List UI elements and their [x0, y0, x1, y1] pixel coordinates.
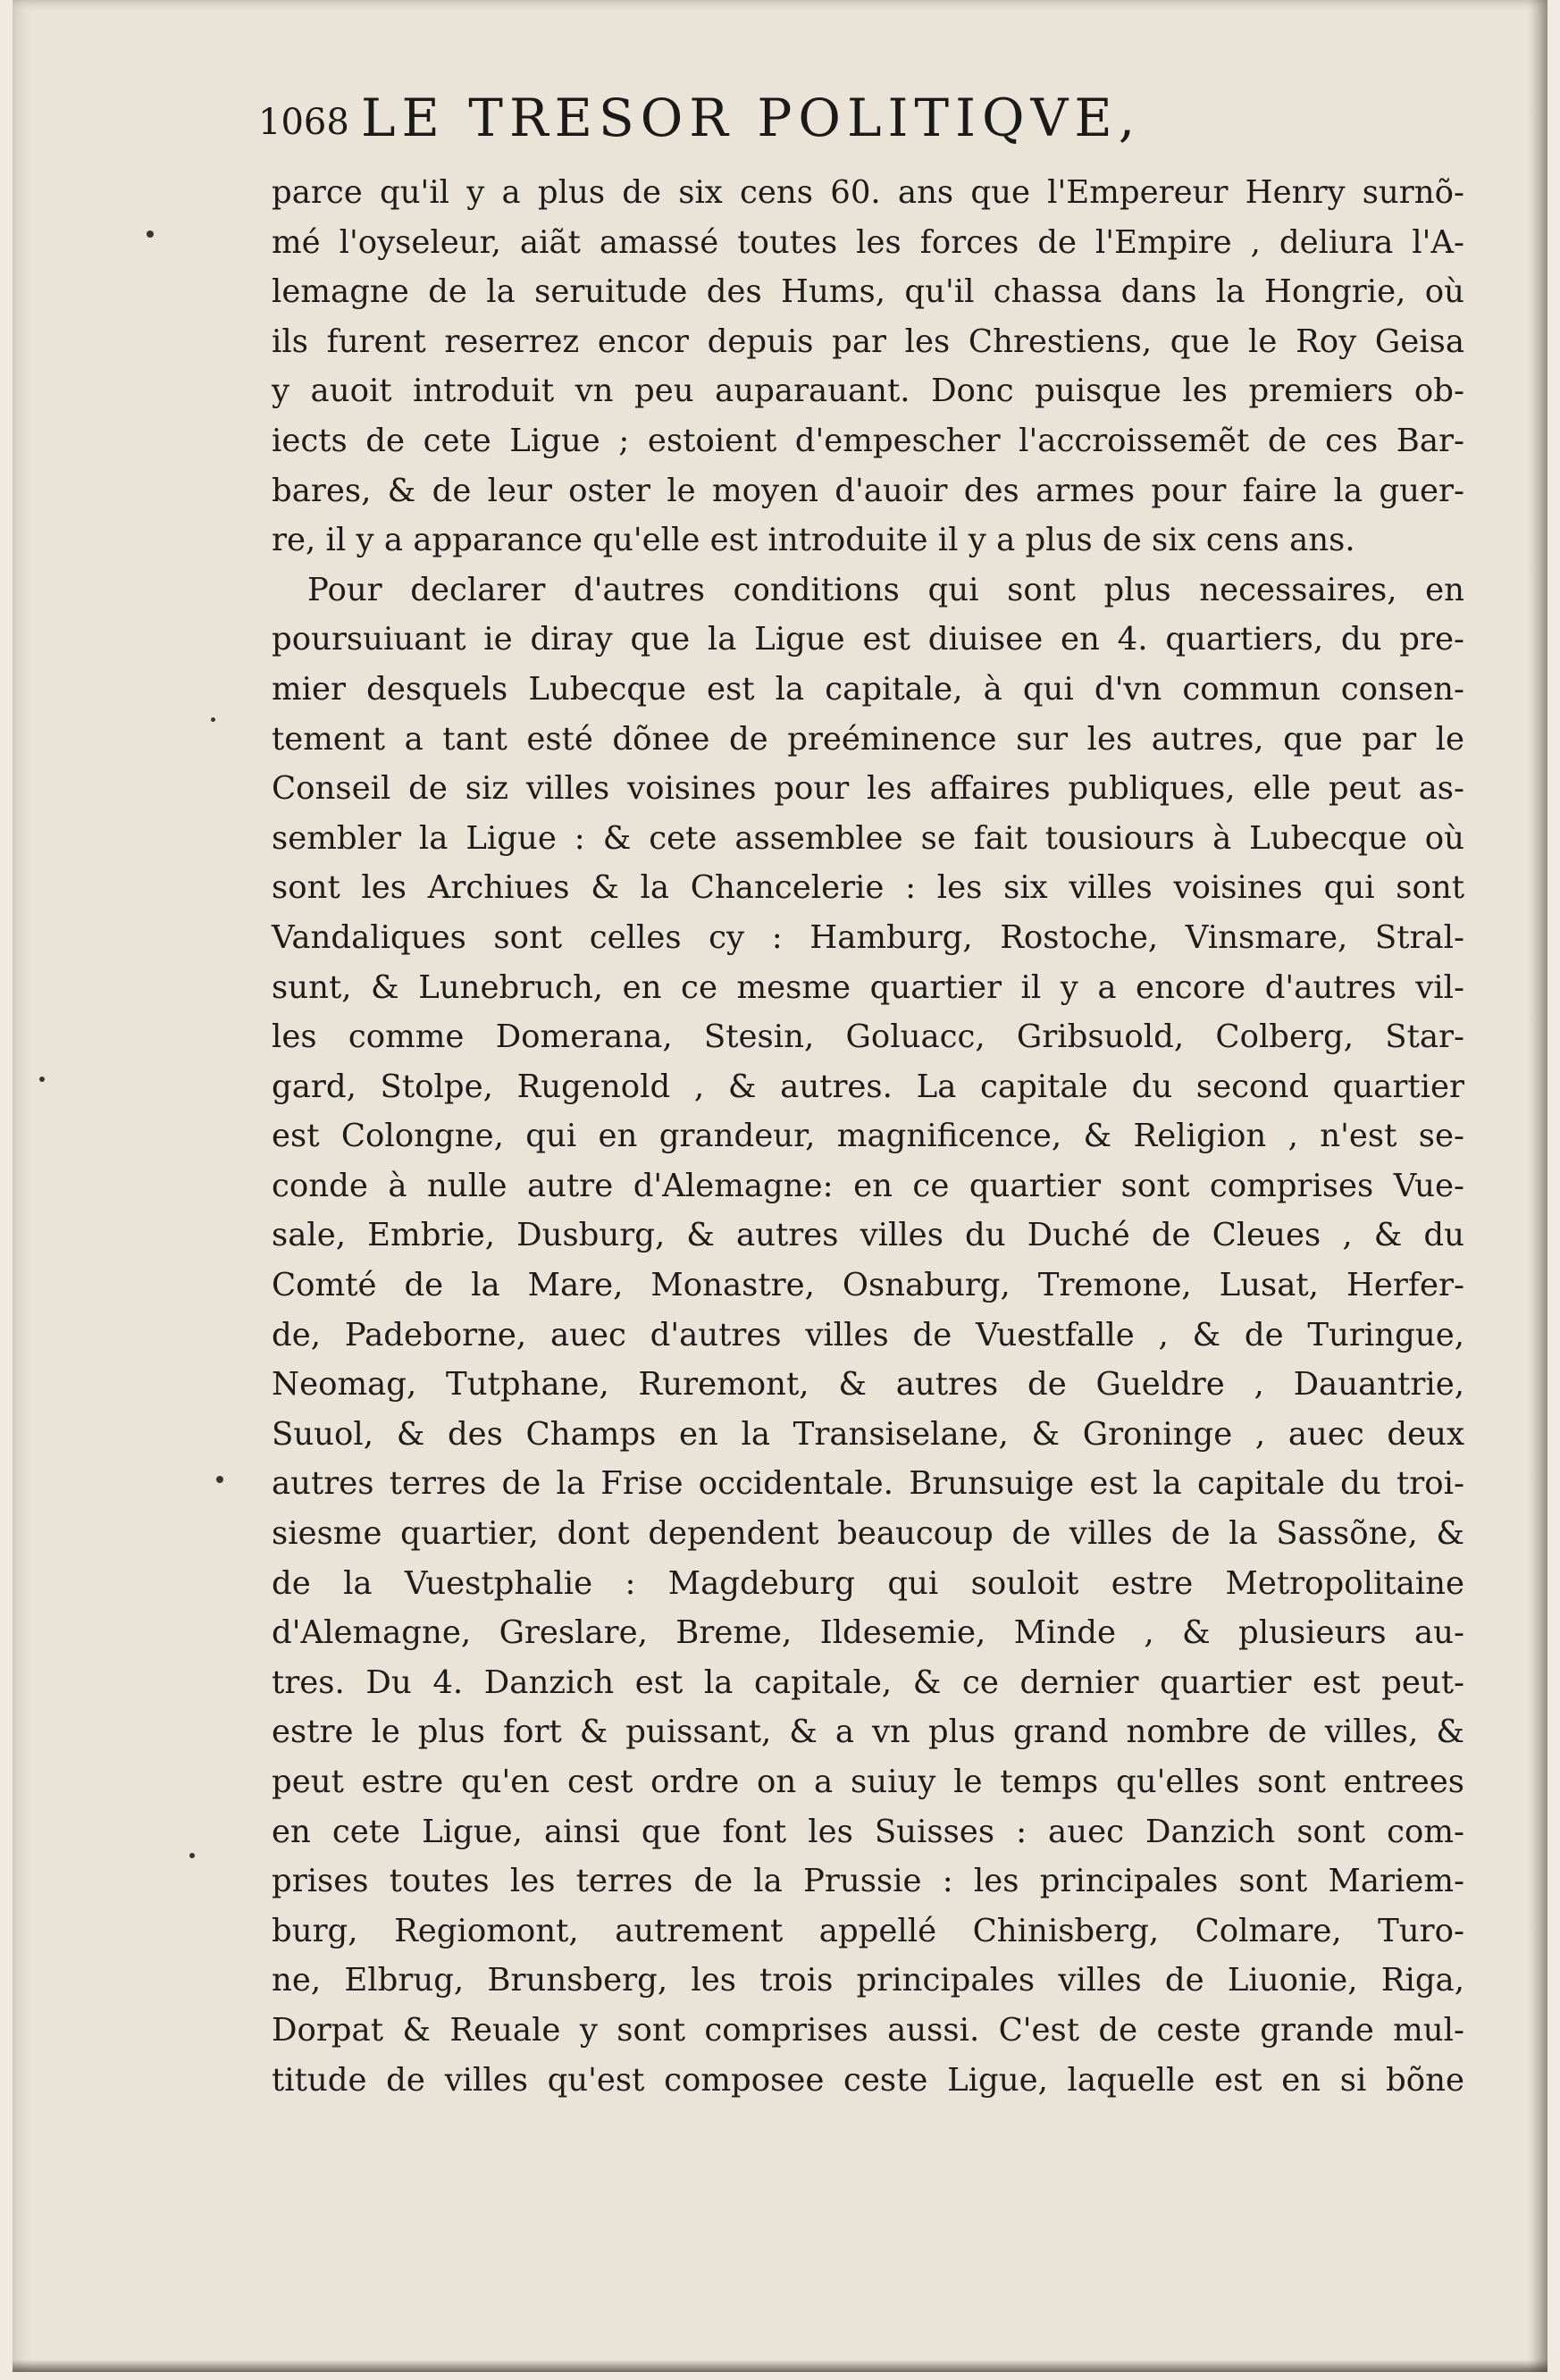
text-line: Neomag, Tutphane, Ruremont, & autres de Gueldre , Dauantrie, [272, 1366, 1464, 1404]
text-line: y auoit introduit vn peu auparauant. Donc puisque les premiers ob- [272, 373, 1464, 410]
ink-speck [189, 1853, 195, 1858]
ink-speck [147, 230, 154, 238]
text-line: re, il y a apparance qu'elle est introduite il y a plus de six cens ans. [272, 522, 1355, 559]
text-line: de la Vuestphalie : Magdeburg qui souloit estre Metropolitaine [272, 1564, 1464, 1602]
page-bottom-edge [13, 2359, 1547, 2372]
ink-speck [39, 1077, 45, 1082]
text-line: en cete Ligue, ainsi que font les Suisses : auec Danzich sont com- [272, 1813, 1464, 1850]
text-line: Conseil de siz villes voisines pour les affaires publiques, elle peut as- [272, 770, 1464, 808]
text-line: parce qu'il y a plus de six cens 60. ans que l'Empereur Henry surnõ- [272, 174, 1464, 211]
text-line: Vandaliques sont celles cy : Hamburg, Rostoche, Vinsmare, Stral- [272, 918, 1464, 956]
ink-speck [216, 1476, 223, 1483]
text-line: d'Alemagne, Greslare, Breme, Ildesemie, Minde , & plusieurs au- [272, 1614, 1464, 1652]
text-line: siesme quartier, dont dependent beaucoup de villes de la Sassõne, & [272, 1515, 1464, 1553]
text-line: iects de cete Ligue ; estoient d'empescher l'accroissemẽt de ces Bar- [272, 422, 1464, 459]
text-line: est Colongne, qui en grandeur, magnificence, & Religion , n'est se- [272, 1118, 1464, 1155]
text-line: sont les Archiues & la Chancelerie : les six villes voisines qui sont [272, 869, 1464, 907]
running-head: LE TRESOR POLITIQVE, [361, 88, 1142, 148]
gutter-shadow [1528, 0, 1547, 2372]
text-line: burg, Regiomont, autrement appellé Chinisberg, Colmare, Turo- [272, 1912, 1464, 1949]
page-number: 1068 [258, 102, 349, 143]
text-line: conde à nulle autre d'Alemagne: en ce quartier sont comprises Vue- [272, 1167, 1464, 1204]
text-line: mier desquels Lubecque est la capitale, à qui d'vn commun consen- [272, 670, 1464, 708]
text-line: Dorpat & Reuale y sont comprises aussi. C'est de ceste grande mul- [272, 2011, 1464, 2049]
text-line: ne, Elbrug, Brunsberg, les trois principales villes de Liuonie, Riga, [272, 1962, 1464, 1999]
text-line: Suuol, & des Champs en la Transiselane, & Groninge , auec deux [272, 1415, 1464, 1453]
text-line: sembler la Ligue : & cete assemblee se fait tousiours à Lubecque où [272, 819, 1464, 857]
ink-speck [211, 717, 215, 722]
text-line: estre le plus fort & puissant, & a vn plus grand nombre de villes, & [272, 1714, 1464, 1751]
text-line: sale, Embrie, Dusburg, & autres villes du Duché de Cleues , & du [272, 1217, 1464, 1254]
text-line: gard, Stolpe, Rugenold , & autres. La capitale du second quartier [272, 1068, 1464, 1105]
text-line: mé l'oyseleur, aiãt amassé toutes les forces de l'Empire , deliura l'A- [272, 223, 1464, 261]
text-line: Pour declarer d'autres conditions qui sont plus necessaires, en [307, 571, 1464, 608]
text-line: peut estre qu'en cest ordre on a suiuy le temps qu'elles sont entrees [272, 1764, 1464, 1800]
text-line: Comté de la Mare, Monastre, Osnaburg, Tremone, Lusat, Herfer- [272, 1267, 1464, 1304]
text-line: prises toutes les terres de la Prussie : les principales sont Mariem- [272, 1863, 1464, 1900]
text-line: bares, & de leur oster le moyen d'auoir des armes pour faire la guer- [272, 472, 1464, 509]
text-line: ils furent reserrez encor depuis par les Chrestiens, que le Roy Geisa [272, 323, 1464, 360]
book-page [13, 0, 1547, 2372]
text-line: autres terres de la Frise occidentale. Brunsuige est la capitale du troi- [272, 1465, 1464, 1503]
page-header [258, 82, 1473, 163]
text-line: lemagne de la seruitude des Hums, qu'il chassa dans la Hongrie, où [272, 273, 1464, 311]
text-line: sunt, & Lunebruch, en ce mesme quartier il y a encore d'autres vil- [272, 968, 1464, 1006]
text-line: tres. Du 4. Danzich est la capitale, & ce dernier quartier est peut- [272, 1663, 1464, 1701]
text-line: les comme Domerana, Stesin, Goluacc, Gribsuold, Colberg, Star- [272, 1018, 1464, 1056]
body-text [272, 168, 1464, 2105]
text-line: poursuiuant ie diray que la Ligue est diuisee en 4. quartiers, du pre- [272, 621, 1464, 658]
text-line: de, Padeborne, auec d'autres villes de Vuestfalle , & de Turingue, [272, 1316, 1464, 1353]
text-line: titude de villes qu'est composee ceste Ligue, laquelle est en si bõne [272, 2061, 1464, 2099]
text-line: tement a tant esté dõnee de preéminence sur les autres, que par le [272, 720, 1464, 758]
